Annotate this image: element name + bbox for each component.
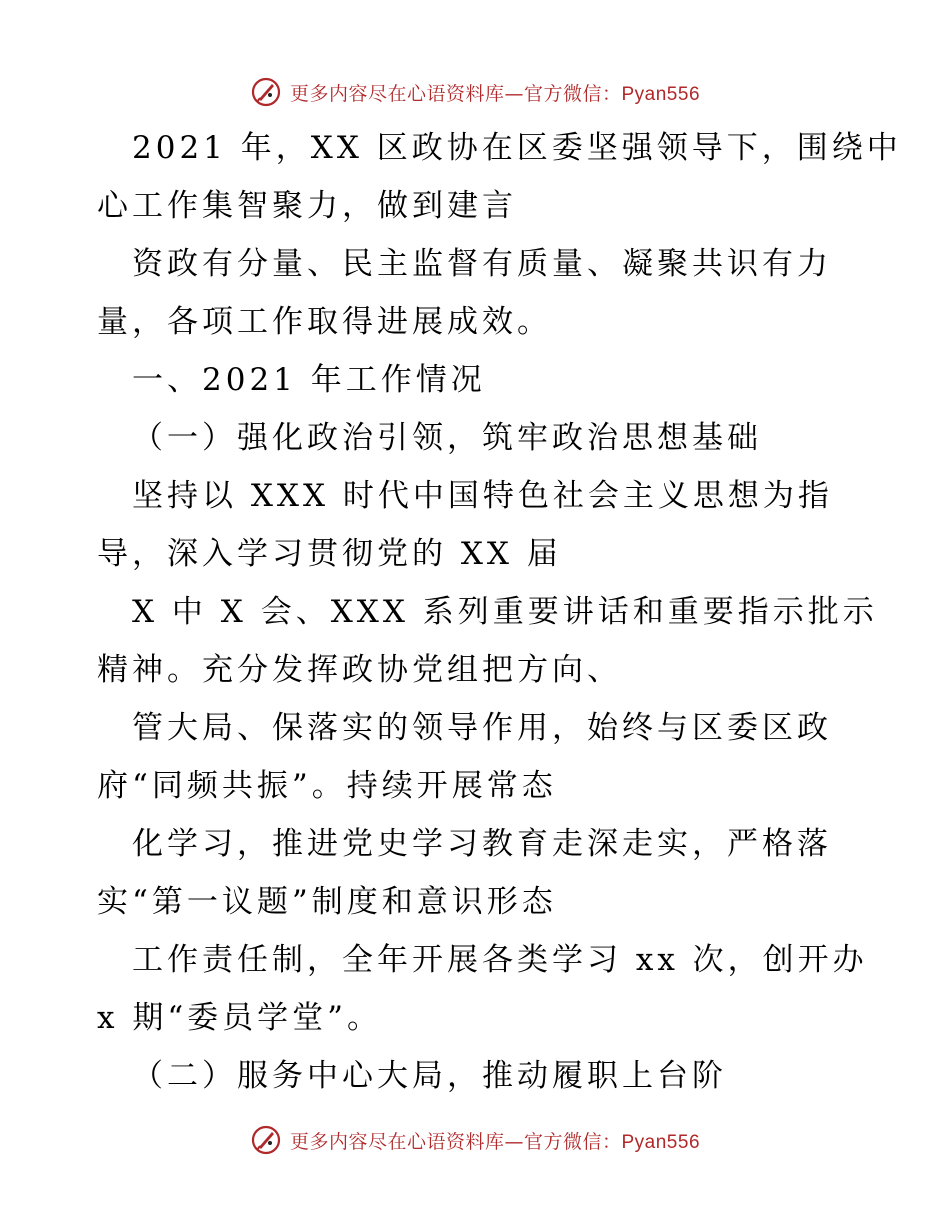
paragraph-line: 府“同频共振”。持续开展常态 xyxy=(97,768,557,804)
subsection-heading: （一）强化政治引领，筑牢政治思想基础 xyxy=(132,420,762,456)
paragraph-line: X 中 X 会、XXX 系列重要讲话和重要指示批示 xyxy=(132,594,878,630)
subsection-heading: （二）服务中心大局，推动履职上台阶 xyxy=(132,1058,727,1094)
paragraph-line: 心工作集智聚力，做到建言 xyxy=(97,188,517,224)
paragraph-line: 实“第一议题”制度和意识形态 xyxy=(97,884,557,920)
paragraph-line: 量，各项工作取得进展成效。 xyxy=(97,304,552,340)
paragraph-line: 管大局、保落实的领导作用，始终与区委区政 xyxy=(132,710,832,746)
watermark-footer xyxy=(0,1120,950,1160)
watermark-text: 更多内容尽在心语资料库—官方微信：Pyan556 xyxy=(289,1130,701,1153)
quill-logo-icon xyxy=(250,1124,282,1156)
watermark-text: 更多内容尽在心语资料库—官方微信：Pyan556 xyxy=(289,82,701,105)
section-heading: 一、2021 年工作情况 xyxy=(132,362,486,398)
paragraph-line: 资政有分量、民主监督有质量、凝聚共识有力 xyxy=(132,246,832,282)
paragraph-line: 化学习，推进党史学习教育走深走实，严格落 xyxy=(132,826,832,862)
paragraph-line: 工作责任制，全年开展各类学习 xx 次，创开办 xyxy=(132,942,868,978)
watermark-header xyxy=(0,72,950,112)
paragraph-line: 精神。充分发挥政协党组把方向、 xyxy=(97,652,622,688)
paragraph-line: 导，深入学习贯彻党的 XX 届 xyxy=(97,536,562,572)
quill-logo-icon xyxy=(250,76,282,108)
paragraph-line: 坚持以 XXX 时代中国特色社会主义思想为指 xyxy=(132,478,833,514)
paragraph-line: x 期“委员学堂”。 xyxy=(97,1000,383,1036)
paragraph-line: 2021 年，XX 区政协在区委坚强领导下，围绕中 xyxy=(132,130,902,166)
